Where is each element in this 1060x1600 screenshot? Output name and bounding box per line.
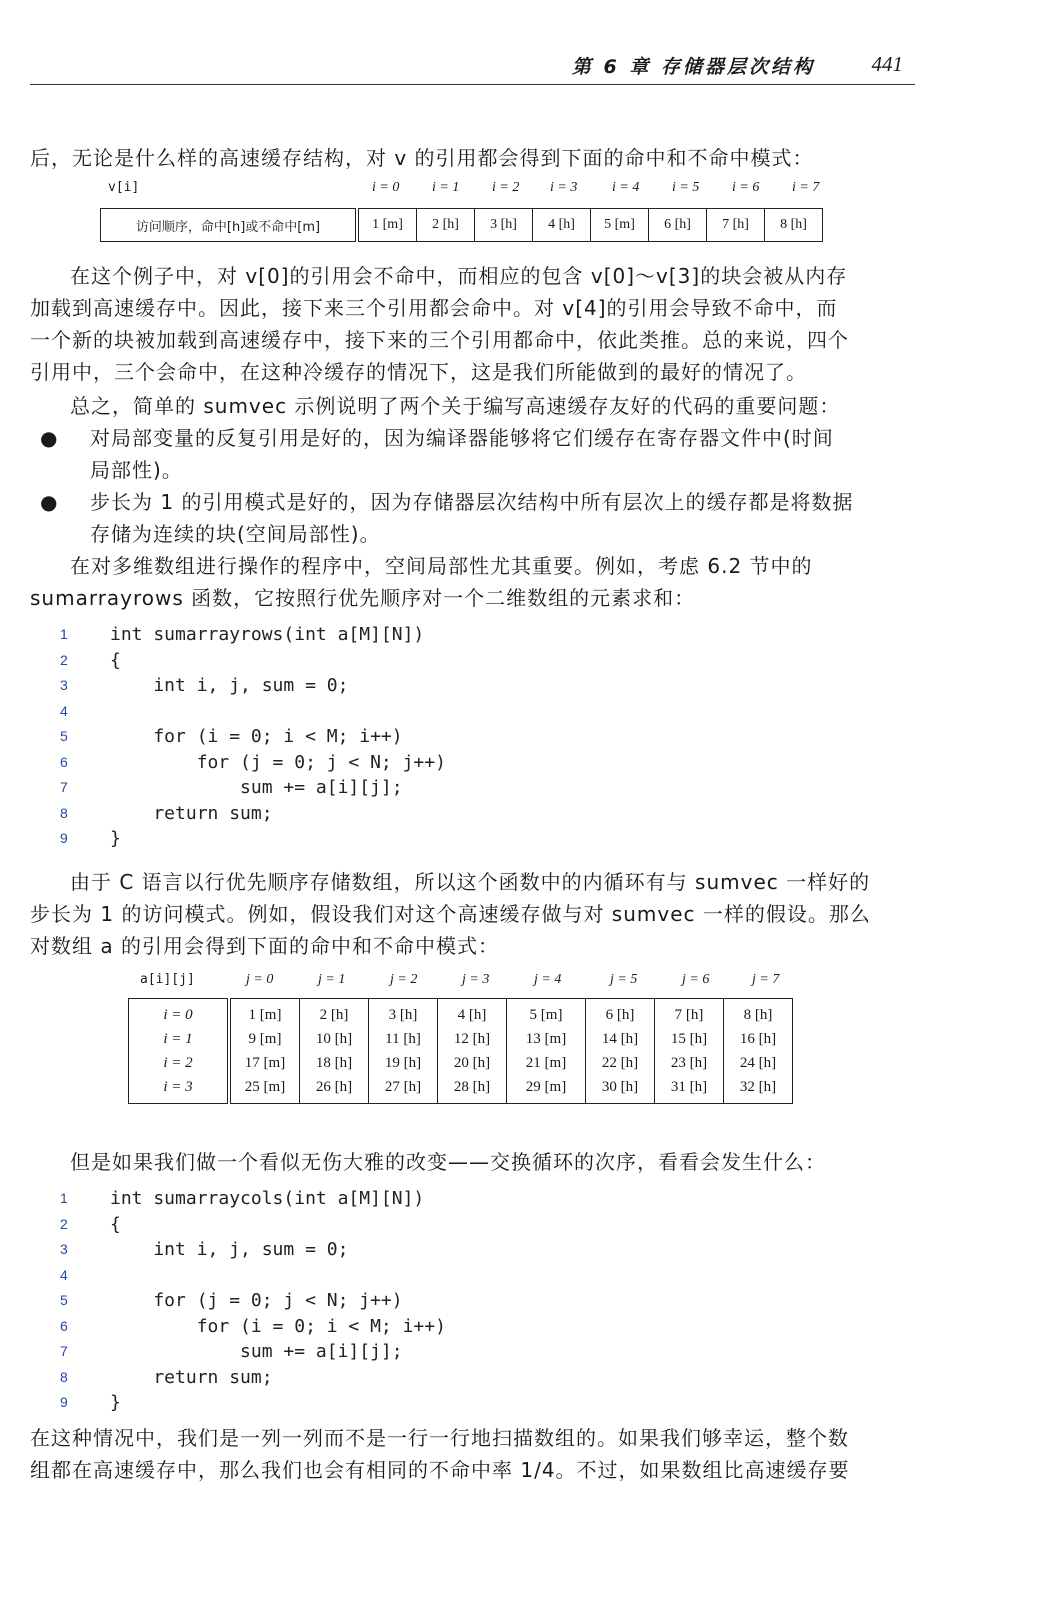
table-row [129, 999, 793, 1104]
line-number: 4 [60, 1266, 68, 1283]
table1-col-header: i = 6 [732, 180, 760, 195]
line-number: 1 [60, 1190, 68, 1206]
table2-cell: 10 [h] [315, 1031, 353, 1047]
bullet-item [40, 422, 930, 486]
bullet-text: 存储为连续的块(空间局部性)。 [90, 522, 381, 546]
code-line [60, 750, 660, 776]
table2-cell: 18 [h] [315, 1055, 353, 1071]
bullet-dot: ● [40, 490, 59, 514]
bullet-dot: ● [40, 426, 59, 450]
table1-cell: 4 [h] [533, 209, 591, 242]
chapter-title: 第 6 章 存储器层次结构 [571, 56, 815, 78]
table2-cell: 27 [h] [384, 1079, 422, 1095]
code-text: sum += a[i][j]; [110, 777, 403, 798]
table2-cell: 20 [h] [453, 1055, 491, 1071]
table1-cell: 3 [h] [475, 209, 533, 242]
line-number: 4 [60, 702, 68, 719]
table1-header [0, 180, 1060, 200]
line-number: 5 [60, 1292, 68, 1308]
table2-cell: 28 [h] [453, 1079, 491, 1095]
text-line: 组都在高速缓存中，那么我们也会有相同的不命中率 1/4。不过，如果数组比高速缓存要 [30, 1458, 850, 1482]
table2-cell: 26 [h] [315, 1079, 353, 1095]
code-line [60, 648, 660, 674]
paragraph-explanation [30, 260, 930, 388]
text-line: 后，无论是什么样的高速缓存结构，对 v 的引用都会得到下面的命中和不命中模式： [30, 146, 814, 170]
table2-col-header: j = 7 [752, 972, 780, 987]
code-line [60, 622, 660, 648]
text-line: 一个新的块被加载到高速缓存中，接下来的三个引用都命中，依此类推。总的来说，四个 [30, 328, 849, 352]
line-number: 2 [60, 1215, 68, 1232]
paragraph-summary [30, 390, 930, 422]
code-line [60, 1390, 660, 1416]
line-number: 9 [60, 830, 68, 846]
table1-row-label: 访问顺序，命中[h]或不命中[m] [101, 209, 358, 242]
code-line [60, 1263, 660, 1289]
table2-cell: 1 [m] [248, 1007, 282, 1023]
code-text: { [110, 649, 121, 671]
row-label: i = 2 [163, 1055, 193, 1071]
table2-cell: 3 [h] [388, 1007, 418, 1023]
table2-col-header: j = 0 [246, 972, 274, 987]
line-number: 7 [60, 779, 68, 795]
table2-cell: 24 [h] [739, 1055, 777, 1071]
table1-cell: 5 [m] [591, 209, 649, 242]
table2-col-header: j = 3 [462, 972, 490, 987]
code-text: sum += a[i][j]; [110, 1341, 403, 1362]
code-line [60, 1365, 660, 1391]
table2-cell: 19 [h] [384, 1055, 422, 1071]
table2-column [300, 999, 369, 1104]
line-number: 9 [60, 1394, 68, 1410]
table1-col-header: i = 1 [432, 180, 460, 195]
table2-cell: 2 [h] [319, 1007, 349, 1023]
table2-column [438, 999, 507, 1104]
table2-corner-label: a[i][j] [140, 972, 195, 987]
code-text: int i, j, sum = 0; [110, 675, 349, 696]
table2-cell: 22 [h] [601, 1055, 639, 1071]
line-number: 7 [60, 1343, 68, 1359]
table2-cell: 29 [m] [525, 1079, 567, 1095]
table2-cell: 21 [m] [525, 1055, 567, 1071]
table2-cell: 31 [h] [670, 1079, 708, 1095]
table2-cell: 6 [h] [605, 1007, 635, 1023]
table2-cell: 23 [h] [670, 1055, 708, 1071]
text-line: 由于 C 语言以行优先顺序存储数组，所以这个函数中的内循环有与 sumvec 一样好的 [70, 870, 871, 894]
table1-col-header: i = 2 [492, 180, 520, 195]
table1-col-header: i = 3 [550, 180, 578, 195]
table1-col-header: i = 5 [672, 180, 700, 195]
paragraph-column-scan [30, 1422, 930, 1486]
table1-cell: 7 [h] [707, 209, 765, 242]
running-header [30, 48, 915, 85]
code-line [60, 1339, 660, 1365]
line-number: 8 [60, 804, 68, 821]
text-line: 步长为 1 的访问模式。例如，假设我们对这个高速缓存做与对 sumvec 一样的假设。那么 [30, 902, 871, 926]
table1-col-header: i = 0 [372, 180, 400, 195]
table1-cell: 6 [h] [649, 209, 707, 242]
table1-col-header: i = 4 [612, 180, 640, 195]
code-text: int sumarraycols(int a[M][N]) [110, 1188, 425, 1209]
line-number: 3 [60, 1241, 68, 1257]
table-array-hit-miss [128, 998, 793, 1104]
table2-cell: 11 [h] [385, 1031, 421, 1047]
line-number: 6 [60, 753, 68, 770]
bullet-item [40, 486, 930, 550]
code-line [60, 1212, 660, 1238]
table2-cell: 13 [m] [525, 1031, 567, 1047]
text-line: 在这个例子中，对 v[0]的引用会不命中，而相应的包含 v[0]～v[3]的块会被从内存 [70, 264, 848, 288]
table1-cell: 8 [h] [765, 209, 823, 242]
table2-column [586, 999, 655, 1104]
code-text: for (i = 0; i < M; i++) [110, 726, 403, 747]
row-label: i = 0 [163, 1007, 193, 1023]
table2-cell: 5 [m] [529, 1007, 563, 1023]
table2-cell: 7 [h] [674, 1007, 704, 1023]
table2-cell: 9 [m] [248, 1031, 282, 1047]
line-number: 8 [60, 1368, 68, 1385]
table2-cell: 16 [h] [739, 1031, 777, 1047]
table2-col-header: j = 1 [318, 972, 346, 987]
text-line: 引用中，三个会命中，在这种冷缓存的情况下，这是我们所能做到的最好的情况了。 [30, 360, 807, 384]
bullet-text: 对局部变量的反复引用是好的，因为编译器能够将它们缓存在寄存器文件中(时间 [90, 426, 834, 450]
code-text: return sum; [110, 1366, 273, 1388]
page-number: 441 [871, 52, 903, 76]
code-line [60, 724, 660, 750]
code-text: int i, j, sum = 0; [110, 1239, 349, 1260]
code-text: int sumarrayrows(int a[M][N]) [110, 624, 425, 645]
table2-row-labels [129, 999, 230, 1104]
code-text: } [110, 1392, 121, 1413]
bullet-text: 步长为 1 的引用模式是好的，因为存储器层次结构中所有层次上的缓存都是将数据 [90, 490, 854, 514]
table2-column [369, 999, 438, 1104]
code-text: } [110, 828, 121, 849]
table2-cell: 8 [h] [743, 1007, 773, 1023]
table2-col-header: j = 5 [610, 972, 638, 987]
code-line [60, 801, 660, 827]
code-line [60, 1237, 660, 1263]
code-text: for (j = 0; j < N; j++) [110, 1290, 403, 1311]
table2-cell: 4 [h] [457, 1007, 487, 1023]
code-line [60, 673, 660, 699]
code-line [60, 1186, 660, 1212]
text-line: sumarrayrows 函数，它按照行优先顺序对一个二维数组的元素求和： [30, 586, 696, 610]
code-line [60, 1314, 660, 1340]
paragraph-row-major [30, 866, 930, 962]
code-text: { [110, 1213, 121, 1235]
text-line: 对数组 a 的引用会得到下面的命中和不命中模式： [30, 934, 499, 958]
code-line [60, 699, 660, 725]
table2-col-header: j = 4 [534, 972, 562, 987]
line-number: 3 [60, 677, 68, 693]
line-number: 5 [60, 728, 68, 744]
code-line [60, 775, 660, 801]
code-text: for (j = 0; j < N; j++) [110, 751, 446, 773]
bullet-text: 局部性)。 [90, 458, 183, 482]
code-text: return sum; [110, 802, 273, 824]
paragraph-intro [30, 142, 930, 174]
table1-corner-label: v[i] [108, 180, 140, 195]
table-vector-hit-miss [100, 208, 823, 242]
line-number: 2 [60, 651, 68, 668]
code-line [60, 826, 660, 852]
code-text: for (i = 0; i < M; i++) [110, 1315, 446, 1337]
table1-cell: 2 [h] [417, 209, 475, 242]
paragraph-swap-loops [30, 1146, 930, 1178]
code-line [60, 1288, 660, 1314]
text-line: 总之，简单的 sumvec 示例说明了两个关于编写高速缓存友好的代码的重要问题： [70, 394, 841, 418]
text-line: 在这种情况中，我们是一列一列而不是一行一行地扫描数组的。如果我们够幸运，整个数 [30, 1426, 849, 1450]
row-label: i = 1 [163, 1031, 193, 1047]
code-block-sumarraycols [60, 1186, 660, 1416]
table2-header [0, 972, 1060, 992]
table-row [101, 209, 823, 242]
row-label: i = 3 [163, 1079, 193, 1095]
table2-col-header: j = 6 [682, 972, 710, 987]
table2-column [229, 999, 300, 1104]
table2-cell: 14 [h] [601, 1031, 639, 1047]
table2-column [724, 999, 793, 1104]
table2-cell: 25 [m] [244, 1079, 286, 1095]
table2-cell: 32 [h] [739, 1079, 777, 1095]
table2-cell: 17 [m] [244, 1055, 286, 1071]
table2-cell: 15 [h] [670, 1031, 708, 1047]
code-block-sumarrayrows [60, 622, 660, 852]
table2-col-header: j = 2 [390, 972, 418, 987]
table2-column [655, 999, 724, 1104]
table2-cell: 30 [h] [601, 1079, 639, 1095]
text-line: 但是如果我们做一个看似无伤大雅的改变——交换循环的次序，看看会发生什么： [70, 1150, 826, 1174]
line-number: 6 [60, 1317, 68, 1334]
table2-column [507, 999, 586, 1104]
text-line: 加载到高速缓存中。因此，接下来三个引用都会命中。对 v[4]的引用会导致不命中，而 [30, 296, 838, 320]
table2-cell: 12 [h] [453, 1031, 491, 1047]
table1-col-header: i = 7 [792, 180, 820, 195]
table1-cell: 1 [m] [357, 209, 417, 242]
paragraph-multidim [30, 550, 930, 614]
line-number: 1 [60, 626, 68, 642]
text-line: 在对多维数组进行操作的程序中，空间局部性尤其重要。例如，考虑 6.2 节中的 [70, 554, 813, 578]
